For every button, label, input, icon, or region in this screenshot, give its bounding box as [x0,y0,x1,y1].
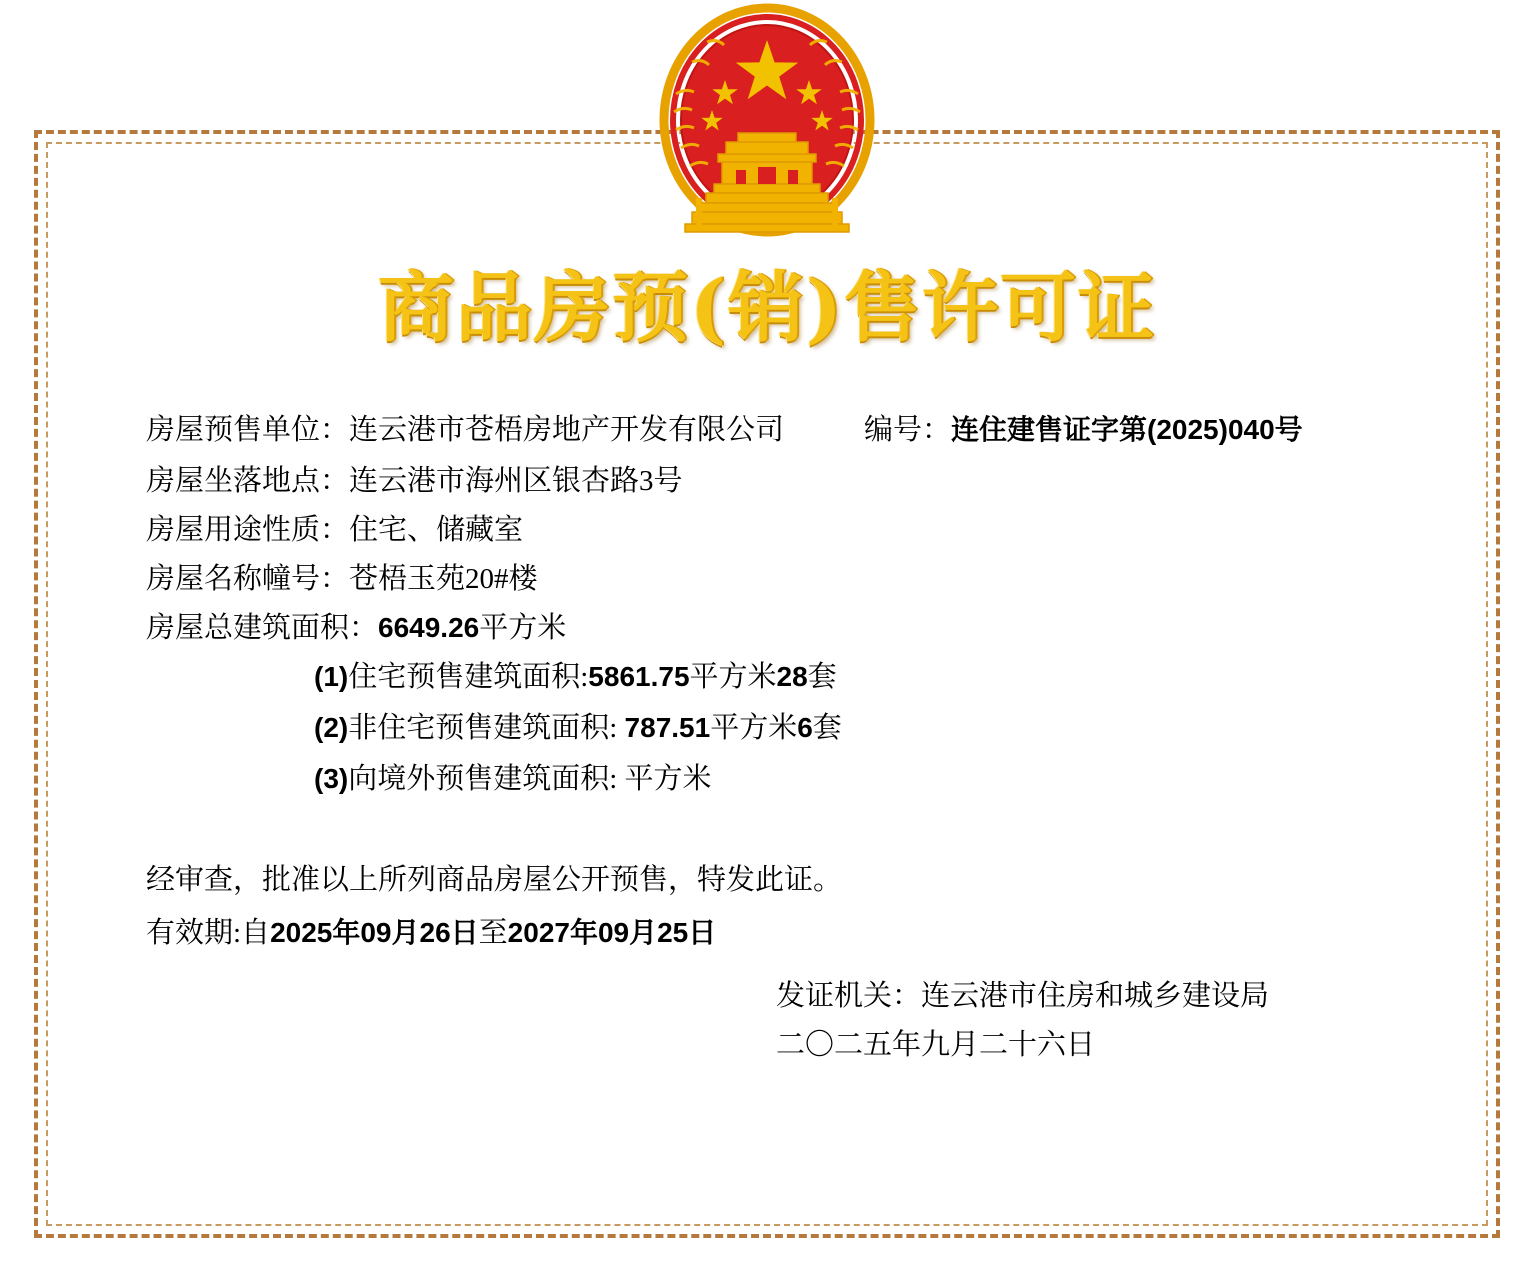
field-label-usage: 房屋用途性质： [146,514,350,546]
serial-value: 连住建售证字第(2025)040号 [951,414,1303,445]
sub-item-non-residential [314,714,1396,743]
validity-start: 2025年09月26日 [270,917,479,948]
field-label-location: 房屋坐落地点： [146,465,350,497]
field-label-presale-unit: 房屋预售单位： [146,414,350,446]
validity-period [146,919,1396,948]
field-building-name [146,565,1396,594]
sub-item-count-unit-1: 套 [807,661,837,693]
sub-item-unit-3: 平方米 [624,763,712,795]
field-value-usage: 住宅、储藏室 [349,514,524,546]
field-value-building-name: 苍梧玉苑20#楼 [349,563,538,595]
sub-item-count-1: 28 [776,661,808,692]
field-usage [146,516,1396,545]
field-total-area [146,614,1396,643]
sub-item-count-unit-2: 套 [812,712,842,744]
sub-item-residential [314,663,1396,692]
sub-item-unit-1: 平方米 [689,661,777,693]
issuing-authority-value: 连云港市住房和城乡建设局 [921,980,1270,1012]
sub-item-index-1: (1) [314,661,349,692]
sub-item-index-2: (2) [314,712,349,743]
sub-item-value-2: 787.51 [624,712,711,743]
field-presale-unit [146,416,1396,445]
sub-item-overseas [314,765,1396,794]
serial-label: 编号： [864,414,952,446]
certificate-body [146,416,1396,1080]
field-value-location: 连云港市海州区银杏路3号 [349,465,683,497]
sub-item-text-2: 非住宅预售建筑面积: [348,712,618,744]
validity-middle: 至 [478,917,508,949]
sub-item-text-1: 住宅预售建筑面积: [348,661,589,693]
issuing-authority-label: 发证机关： [776,980,922,1012]
sub-item-unit-2: 平方米 [710,712,798,744]
field-value-presale-unit: 连云港市苍梧房地产开发有限公司 [349,414,785,446]
field-location [146,467,1396,496]
field-value-total-area: 6649.26 [378,612,480,643]
issue-date: 二〇二五年九月二十六日 [776,1029,1096,1061]
certificate-serial [864,416,1303,445]
sub-item-count-2: 6 [797,712,813,743]
issuing-authority [776,982,1396,1011]
sub-item-value-1: 5861.75 [588,661,690,692]
national-emblem-icon [652,2,882,252]
approval-statement: 经审查，批准以上所列商品房屋公开预售，特发此证。 [146,864,843,896]
validity-label: 有效期:自 [146,917,271,949]
validity-end: 2027年09月25日 [507,917,717,948]
sub-item-index-3: (3) [314,763,349,794]
sub-item-text-3: 向境外预售建筑面积: [348,763,618,795]
field-label-building-name: 房屋名称幢号： [146,563,350,595]
page-title: 商品房预(销)售许可证 [378,263,1156,352]
field-label-total-area: 房屋总建筑面积： [146,612,379,644]
field-unit-total-area: 平方米 [479,612,567,644]
